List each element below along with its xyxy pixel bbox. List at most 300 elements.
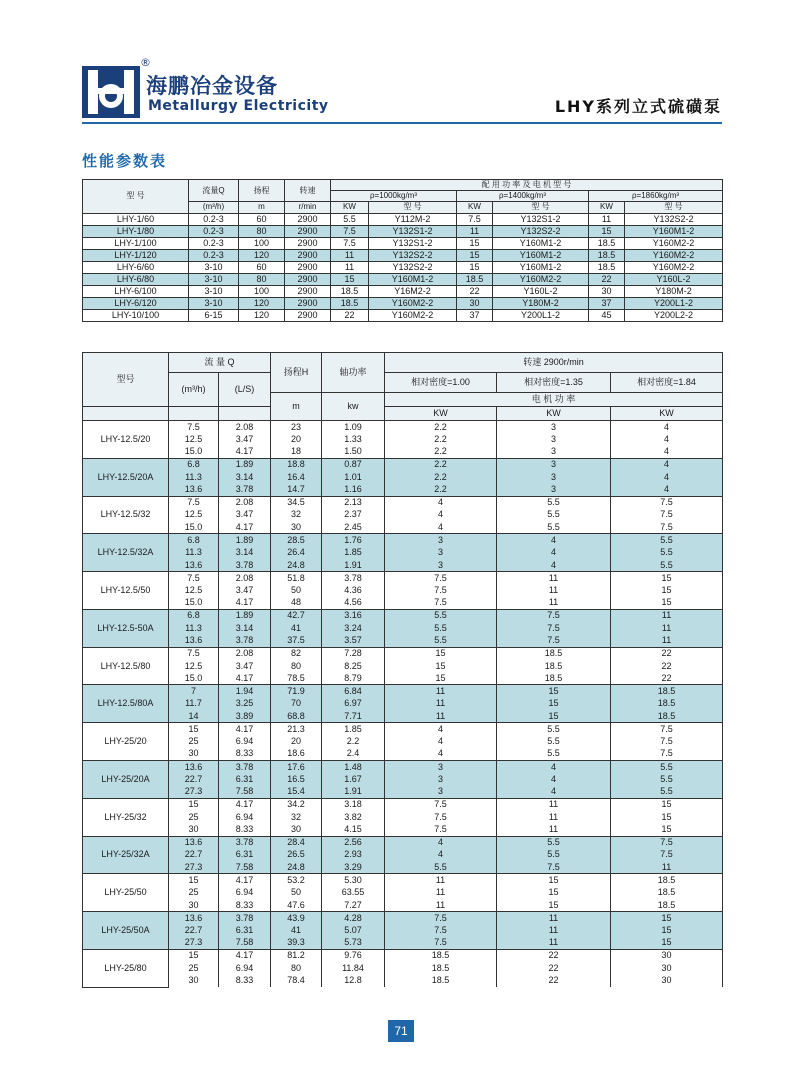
t1-cell: LHY-6/100 — [83, 285, 189, 297]
t2-cell: 78.4 — [271, 975, 322, 988]
t2-header-kw: KW — [611, 407, 723, 421]
t2-cell: 4 — [385, 496, 497, 509]
t1-header-rho2: ρ=1400kg/m³ — [457, 191, 589, 202]
t2-model-cell: LHY-12.5/32A — [83, 534, 169, 572]
t2-cell: 15 — [611, 912, 723, 925]
t1-cell: 80 — [239, 225, 285, 237]
t2-cell: 41 — [271, 924, 322, 937]
t2-cell: 6.8 — [169, 534, 219, 547]
t1-cell: 18.5 — [457, 273, 493, 285]
t2-row — [83, 924, 723, 937]
t2-cell: 37.5 — [271, 635, 322, 648]
t2-header-blank — [169, 407, 219, 421]
t2-cell: 1.16 — [322, 483, 385, 496]
t2-row — [83, 584, 723, 597]
t2-cell: 3 — [497, 471, 611, 484]
t2-cell: 11 — [497, 597, 611, 610]
t2-cell: 5.5 — [611, 534, 723, 547]
t1-cell: Y160M2-2 — [493, 273, 589, 285]
t2-cell: 27.3 — [169, 786, 219, 799]
t1-cell: 30 — [457, 297, 493, 309]
t1-cell: Y160M1-2 — [369, 273, 457, 285]
t1-cell: 3-10 — [189, 285, 239, 297]
t2-cell: 6.31 — [219, 924, 271, 937]
t2-cell: 6.94 — [219, 886, 271, 899]
t1-cell: 11 — [331, 261, 369, 273]
t2-cell: 7 — [169, 685, 219, 698]
t2-cell: 6.8 — [169, 609, 219, 622]
t1-cell: 15 — [589, 225, 625, 237]
t2-cell: 18.5 — [385, 962, 497, 975]
t2-cell: 3.78 — [219, 912, 271, 925]
t2-cell: 7.5 — [169, 572, 219, 585]
t2-row — [83, 597, 723, 610]
t2-cell: 71.9 — [271, 685, 322, 698]
t1-header-rho1: ρ=1000kg/m³ — [331, 191, 457, 202]
t2-cell: 22 — [497, 975, 611, 988]
t2-header-kw: KW — [497, 407, 611, 421]
t2-cell: 22.7 — [169, 773, 219, 786]
t2-cell: 12.5 — [169, 433, 219, 446]
t2-cell: 22 — [497, 962, 611, 975]
t2-row — [83, 446, 723, 459]
t2-cell: 15 — [611, 597, 723, 610]
t2-row — [83, 509, 723, 522]
t2-cell: 50 — [271, 584, 322, 597]
t2-cell: 32 — [271, 811, 322, 824]
t2-cell: 47.6 — [271, 899, 322, 912]
t1-cell: 2900 — [285, 237, 331, 249]
t2-cell: 2.45 — [322, 521, 385, 534]
t2-cell: 78.5 — [271, 672, 322, 685]
t2-cell: 18.5 — [611, 698, 723, 711]
t1-cell: Y112M-2 — [369, 213, 457, 225]
t2-cell: 4 — [611, 446, 723, 459]
t2-cell: 15 — [611, 811, 723, 824]
t1-cell: 2900 — [285, 273, 331, 285]
t2-cell: 7.28 — [322, 647, 385, 660]
t2-cell: 4 — [497, 786, 611, 799]
t2-cell: 20 — [271, 735, 322, 748]
t2-cell: 11 — [497, 924, 611, 937]
t1-row — [83, 237, 723, 249]
t2-cell: 4.28 — [322, 912, 385, 925]
t1-cell: LHY-1/80 — [83, 225, 189, 237]
t2-cell: 48 — [271, 597, 322, 610]
t2-cell: 1.33 — [322, 433, 385, 446]
t2-cell: 5.5 — [385, 609, 497, 622]
t2-cell: 27.3 — [169, 861, 219, 874]
t2-header-flow-ls: (L/S) — [219, 373, 271, 407]
t2-cell: 3.29 — [322, 861, 385, 874]
t1-row — [83, 285, 723, 297]
t2-cell: 5.5 — [497, 849, 611, 862]
t2-cell: 5.5 — [611, 546, 723, 559]
t1-cell: 45 — [589, 309, 625, 321]
t1-cell: Y132S2-2 — [625, 213, 723, 225]
t2-cell: 11 — [611, 861, 723, 874]
t2-cell: 63.55 — [322, 886, 385, 899]
t2-cell: 18.5 — [611, 899, 723, 912]
t1-cell: 15 — [457, 237, 493, 249]
t2-cell: 2.2 — [385, 458, 497, 471]
header-divider — [82, 122, 722, 124]
t2-header-kw: KW — [385, 407, 497, 421]
t2-cell: 26.4 — [271, 546, 322, 559]
t1-cell: 120 — [239, 297, 285, 309]
t2-cell: 5.5 — [385, 861, 497, 874]
t2-cell: 15.0 — [169, 446, 219, 459]
performance-table-small — [82, 179, 723, 322]
t2-cell: 2.2 — [385, 433, 497, 446]
t2-cell: 12.5 — [169, 584, 219, 597]
t2-cell: 4 — [385, 748, 497, 761]
t2-cell: 7.5 — [611, 735, 723, 748]
t2-cell: 5.5 — [611, 559, 723, 572]
brand-name-en: Metallurgy Electricity — [148, 98, 329, 114]
t2-cell: 3.16 — [322, 609, 385, 622]
t1-cell: Y160M2-2 — [625, 249, 723, 261]
t2-model-cell: LHY-25/32A — [83, 836, 169, 874]
t2-row — [83, 836, 723, 849]
t2-cell: 15 — [385, 672, 497, 685]
t1-cell: 7.5 — [457, 213, 493, 225]
t2-cell: 4 — [385, 836, 497, 849]
t2-cell: 4 — [385, 723, 497, 736]
t2-row — [83, 735, 723, 748]
t1-header-power: 配 用 功 率 及 电 机 型 号 — [331, 180, 723, 191]
t2-cell: 80 — [271, 962, 322, 975]
t1-header-flow-unit: (m³/h) — [189, 202, 239, 213]
t2-cell: 5.07 — [322, 924, 385, 937]
t1-cell: LHY-6/80 — [83, 273, 189, 285]
t2-cell: 43.9 — [271, 912, 322, 925]
t2-header-head-unit: m — [271, 393, 322, 421]
t2-cell: 3.78 — [219, 635, 271, 648]
t2-cell: 1.09 — [322, 421, 385, 434]
t2-cell: 3 — [497, 458, 611, 471]
t1-cell: Y132S1-2 — [369, 237, 457, 249]
t1-cell: 2900 — [285, 249, 331, 261]
t1-cell: Y200L1-2 — [625, 297, 723, 309]
t2-row — [83, 521, 723, 534]
t2-cell: 3.78 — [322, 572, 385, 585]
t2-cell: 15 — [497, 874, 611, 887]
t2-cell: 7.5 — [385, 912, 497, 925]
t2-model-cell: LHY-25/32 — [83, 798, 169, 836]
t2-cell: 1.89 — [219, 609, 271, 622]
t1-cell: Y132S1-2 — [369, 225, 457, 237]
page-header — [0, 0, 794, 130]
t2-cell: 18.8 — [271, 458, 322, 471]
t2-row — [83, 471, 723, 484]
t1-header-type: 型 号 — [625, 202, 723, 213]
t2-cell: 32 — [271, 509, 322, 522]
t2-cell: 5.5 — [497, 836, 611, 849]
t1-cell: 18.5 — [331, 297, 369, 309]
t2-cell: 7.5 — [611, 849, 723, 862]
t1-cell: 5.5 — [331, 213, 369, 225]
t2-cell: 4 — [497, 761, 611, 774]
t2-cell: 3.82 — [322, 811, 385, 824]
t2-cell: 3.57 — [322, 635, 385, 648]
t2-model-cell: LHY-12.5/20 — [83, 421, 169, 459]
t2-header-flow-m3h: (m³/h) — [169, 373, 219, 407]
t2-header-shaft: 轴功率 — [322, 353, 385, 393]
t2-cell: 3.14 — [219, 622, 271, 635]
t2-cell: 4 — [385, 849, 497, 862]
t1-cell: 11 — [331, 249, 369, 261]
t2-cell: 30 — [611, 962, 723, 975]
t2-cell: 12.5 — [169, 660, 219, 673]
t2-cell: 15 — [497, 698, 611, 711]
t2-cell: 15 — [497, 899, 611, 912]
brand-name-cn: 海鹏冶金设备 — [146, 74, 278, 98]
t2-cell: 22.7 — [169, 849, 219, 862]
t2-cell: 7.5 — [385, 584, 497, 597]
t1-cell: 7.5 — [331, 225, 369, 237]
t2-row — [83, 786, 723, 799]
t2-cell: 15 — [497, 685, 611, 698]
t2-cell: 15 — [385, 647, 497, 660]
t2-cell: 25 — [169, 735, 219, 748]
t2-cell: 15.0 — [169, 521, 219, 534]
t2-cell: 11.3 — [169, 622, 219, 635]
t1-row — [83, 309, 723, 321]
t2-cell: 6.94 — [219, 735, 271, 748]
t2-cell: 7.5 — [385, 798, 497, 811]
t2-cell: 53.2 — [271, 874, 322, 887]
t2-cell: 2.13 — [322, 496, 385, 509]
t2-cell: 7.5 — [497, 609, 611, 622]
t1-cell: 3-10 — [189, 297, 239, 309]
t2-cell: 1.01 — [322, 471, 385, 484]
t2-cell: 6.94 — [219, 962, 271, 975]
t2-cell: 30 — [169, 975, 219, 988]
t2-cell: 18.5 — [497, 647, 611, 660]
t2-cell: 4 — [497, 534, 611, 547]
t1-cell: 11 — [457, 225, 493, 237]
t2-header-shaft-unit: kw — [322, 393, 385, 421]
t2-cell: 14.7 — [271, 483, 322, 496]
t2-cell: 17.6 — [271, 761, 322, 774]
t2-cell: 22 — [611, 647, 723, 660]
t1-cell: 2900 — [285, 297, 331, 309]
t2-row — [83, 710, 723, 723]
t2-cell: 51.8 — [271, 572, 322, 585]
t2-cell: 7.5 — [611, 748, 723, 761]
t2-cell: 3 — [497, 421, 611, 434]
t1-cell: 15 — [457, 249, 493, 261]
t2-cell: 25 — [169, 811, 219, 824]
t2-model-cell: LHY-25/20A — [83, 761, 169, 799]
t2-cell: 5.5 — [611, 773, 723, 786]
t2-cell: 2.2 — [385, 421, 497, 434]
t2-cell: 5.5 — [611, 786, 723, 799]
t2-cell: 1.85 — [322, 723, 385, 736]
t1-cell: Y160M1-2 — [625, 225, 723, 237]
t1-header-model: 型 号 — [83, 180, 189, 214]
t2-cell: 11 — [497, 824, 611, 837]
t2-cell: 82 — [271, 647, 322, 660]
t2-cell: 3 — [497, 433, 611, 446]
t2-cell: 15.4 — [271, 786, 322, 799]
t2-cell: 5.73 — [322, 937, 385, 950]
t2-cell: 25 — [169, 962, 219, 975]
t1-cell: 2900 — [285, 225, 331, 237]
t2-cell: 3.47 — [219, 660, 271, 673]
t2-model-cell: LHY-12.5/20A — [83, 458, 169, 496]
t1-cell: 60 — [239, 213, 285, 225]
t2-cell: 13.6 — [169, 559, 219, 572]
t2-cell: 80 — [271, 660, 322, 673]
t2-row — [83, 433, 723, 446]
t2-cell: 8.33 — [219, 748, 271, 761]
t2-cell: 11 — [611, 635, 723, 648]
t2-cell: 11 — [497, 912, 611, 925]
t2-cell: 15 — [169, 798, 219, 811]
t1-cell: 18.5 — [589, 261, 625, 273]
t2-cell: 18.5 — [497, 672, 611, 685]
t2-cell: 28.5 — [271, 534, 322, 547]
t1-cell: 2900 — [285, 213, 331, 225]
t2-cell: 7.58 — [219, 937, 271, 950]
t2-cell: 50 — [271, 886, 322, 899]
t2-cell: 7.5 — [497, 622, 611, 635]
t2-row — [83, 975, 723, 988]
t2-cell: 13.6 — [169, 912, 219, 925]
t2-cell: 30 — [169, 824, 219, 837]
t2-header-flow: 流 量 Q — [169, 353, 271, 373]
t2-cell: 3 — [385, 559, 497, 572]
t2-cell: 3 — [385, 761, 497, 774]
t2-row — [83, 635, 723, 648]
t1-cell: 80 — [239, 273, 285, 285]
t1-cell: Y160L-2 — [625, 273, 723, 285]
t1-cell: 60 — [239, 261, 285, 273]
t2-cell: 11.3 — [169, 471, 219, 484]
t2-row — [83, 962, 723, 975]
t1-cell: LHY-1/100 — [83, 237, 189, 249]
t1-cell: Y160M1-2 — [493, 249, 589, 261]
t2-cell: 3 — [385, 773, 497, 786]
t2-cell: 8.79 — [322, 672, 385, 685]
t2-cell: 70 — [271, 698, 322, 711]
t2-cell: 3.14 — [219, 471, 271, 484]
t2-cell: 4.17 — [219, 874, 271, 887]
t1-cell: 7.5 — [331, 237, 369, 249]
t2-header-speed: 转速 2900r/min — [385, 353, 723, 373]
t2-cell: 5.5 — [497, 509, 611, 522]
t2-cell: 3.89 — [219, 710, 271, 723]
t2-cell: 3 — [497, 483, 611, 496]
t2-header-blank — [83, 407, 169, 421]
t2-cell: 2.2 — [385, 483, 497, 496]
t2-cell: 6.84 — [322, 685, 385, 698]
t2-cell: 4 — [497, 559, 611, 572]
t2-cell: 2.2 — [385, 446, 497, 459]
t2-cell: 2.08 — [219, 572, 271, 585]
t2-cell: 11 — [497, 584, 611, 597]
t2-cell: 3.25 — [219, 698, 271, 711]
t2-cell: 11 — [611, 609, 723, 622]
t2-cell: 15 — [611, 798, 723, 811]
t2-row — [83, 811, 723, 824]
t2-cell: 0.87 — [322, 458, 385, 471]
t1-cell: 0.2-3 — [189, 249, 239, 261]
t2-cell: 3.78 — [219, 559, 271, 572]
t2-cell: 2.2 — [322, 735, 385, 748]
t2-cell: 1.85 — [322, 546, 385, 559]
t2-row — [83, 886, 723, 899]
t2-cell: 14 — [169, 710, 219, 723]
t2-cell: 13.6 — [169, 635, 219, 648]
t2-cell: 7.5 — [385, 572, 497, 585]
t2-cell: 3.24 — [322, 622, 385, 635]
t2-cell: 4.15 — [322, 824, 385, 837]
t1-cell: 6-15 — [189, 309, 239, 321]
t2-cell: 28.4 — [271, 836, 322, 849]
t2-cell: 7.71 — [322, 710, 385, 723]
t2-row — [83, 421, 723, 434]
t1-row — [83, 297, 723, 309]
t2-cell: 20 — [271, 433, 322, 446]
t2-cell: 4 — [611, 471, 723, 484]
t2-cell: 7.5 — [497, 861, 611, 874]
t2-cell: 4.17 — [219, 672, 271, 685]
t2-cell: 4 — [497, 546, 611, 559]
t2-row — [83, 824, 723, 837]
t1-cell: 22 — [331, 309, 369, 321]
t2-cell: 8.33 — [219, 899, 271, 912]
t2-cell: 5.5 — [497, 748, 611, 761]
t1-header-kw: KW — [457, 202, 493, 213]
t2-cell: 30 — [611, 975, 723, 988]
t2-cell: 11 — [385, 874, 497, 887]
t2-cell: 4 — [497, 773, 611, 786]
t1-cell: Y132S2-2 — [493, 225, 589, 237]
t2-cell: 7.5 — [385, 811, 497, 824]
t2-cell: 2.08 — [219, 647, 271, 660]
t2-cell: 18.5 — [611, 685, 723, 698]
t2-cell: 11 — [385, 685, 497, 698]
t2-cell: 3.78 — [219, 761, 271, 774]
t1-cell: 37 — [457, 309, 493, 321]
t1-cell: Y200L1-2 — [493, 309, 589, 321]
t2-cell: 8.33 — [219, 824, 271, 837]
t2-header-head: 扬程H — [271, 353, 322, 393]
t2-cell: 42.7 — [271, 609, 322, 622]
t2-row — [83, 685, 723, 698]
t2-cell: 1.89 — [219, 534, 271, 547]
t1-cell: 0.2-3 — [189, 237, 239, 249]
t2-row — [83, 622, 723, 635]
t1-cell: Y160M2-2 — [625, 237, 723, 249]
t1-header-speed-unit: r/min — [285, 202, 331, 213]
t1-cell: Y132S1-2 — [493, 213, 589, 225]
t2-cell: 12.5 — [169, 509, 219, 522]
t2-cell: 4.17 — [219, 446, 271, 459]
t1-row — [83, 261, 723, 273]
t2-cell: 34.2 — [271, 798, 322, 811]
t1-cell: 0.2-3 — [189, 213, 239, 225]
t2-cell: 13.6 — [169, 836, 219, 849]
t2-cell: 9.76 — [322, 949, 385, 962]
t2-cell: 16.4 — [271, 471, 322, 484]
t2-cell: 5.5 — [497, 521, 611, 534]
t2-cell: 7.5 — [385, 597, 497, 610]
t2-row — [83, 937, 723, 950]
